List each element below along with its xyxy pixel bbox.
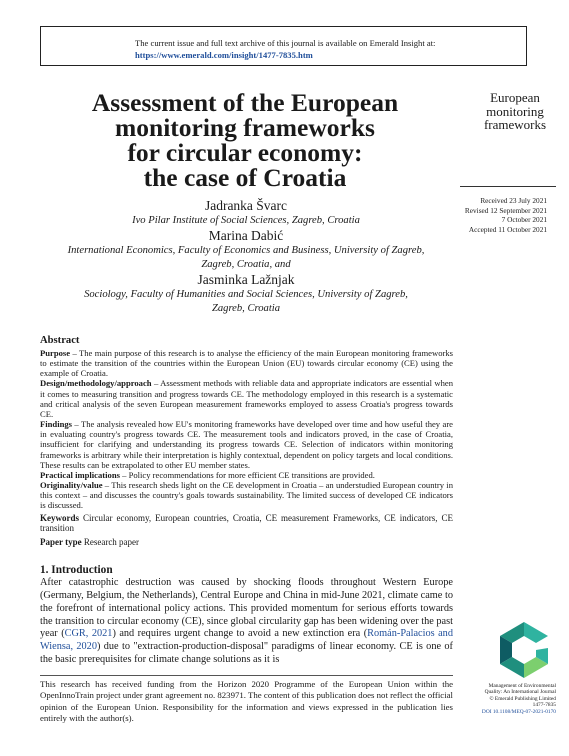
abstract-findings [40, 419, 453, 470]
author-block [30, 198, 462, 316]
purpose-text: – The main purpose of this research is to analyse the efficiency of the main European monitoring frameworks to estimate the transition of the countries within the European Union (EU) towards circular economy (CE) using the example of Croatia. [40, 348, 453, 379]
journal-info-line: © Emerald Publishing Limited [489, 695, 556, 702]
abstract-keywords [40, 513, 453, 534]
author-name: Marina Dabić [208, 228, 284, 243]
notice-text: The current issue and full text archive of this journal is available on Emerald Insight at: [135, 38, 436, 48]
title-line: Assessment of the European [91, 88, 399, 117]
author-affiliation: Zagreb, Croatia [211, 303, 281, 314]
intro-text: ) due to "extraction-production-disposal" paradigms of linear economy. CE is one of the basic prerequisites for climate change solutions as it is [40, 641, 453, 666]
date-line: Revised 12 September 2021 [464, 205, 547, 215]
paper-type-label: Paper type [40, 536, 82, 547]
running-head-line: monitoring [486, 103, 544, 119]
intro-paragraph [40, 577, 453, 667]
journal-info-line: Management of Environmental [488, 683, 556, 689]
running-head [470, 91, 560, 132]
purpose-label: Purpose [40, 348, 71, 358]
date-line: Accepted 11 October 2021 [468, 224, 547, 234]
doi-link[interactable]: DOI 10.1108/MEQ-07-2021-0170 [481, 708, 556, 715]
abstract-design [40, 378, 453, 419]
design-label: Design/methodology/approach [40, 378, 152, 389]
practical-text: – Policy recommendations for more efficient CE transitions are provided. [119, 469, 375, 480]
author-affiliation: International Economics, Faculty of Economics and Business, University of Zagreb, [67, 245, 425, 256]
intro-text: After catastrophic destruction was caused by shocking floods throughout Western Europe (Germany, Belgium, the Netherlands), Central Europe and China in mid-June 2021, climate came to the forefront of international policy actions. This provided momentum for serious efforts towards the transition to circular economy (CE), since global circularity gap has been widening over the past year ( [40, 577, 453, 640]
intro-text: ) and requires urgent change to avoid a new extinction era ( [112, 628, 368, 640]
title-line: the case of Croatia [143, 163, 347, 192]
running-head-divider [460, 186, 556, 187]
citation-link[interactable]: Román-Palacios and Wiensa, 2020 [40, 628, 453, 653]
paper-type-text: Research paper [81, 536, 140, 547]
journal-url-link[interactable]: https://www.emerald.com/insight/1477-7835.htm [135, 50, 313, 60]
author-affiliation: Ivo Pilar Institute of Social Sciences, Zagreb, Croatia [132, 215, 360, 226]
abstract-section [40, 334, 453, 547]
running-head-line: frameworks [483, 117, 547, 132]
paper-title [40, 90, 450, 190]
title-line: for circular economy: [127, 138, 363, 167]
emerald-logo-icon [496, 620, 552, 680]
submission-dates [465, 196, 547, 234]
section-heading: 1. Introduction [40, 564, 113, 576]
running-head-line: European [490, 90, 540, 105]
findings-label: Findings [40, 419, 73, 430]
author-name: Jadranka Švarc [204, 198, 288, 213]
journal-info [466, 683, 556, 715]
design-text: – Assessment methods with reliable data and appropriate indicators are essential when it comes to measuring transition and progress towards CE. The methodology employed in this research is a systematic and critical analysis of the seven European measurement frameworks employed to assess Croatia's progress towards CE. [40, 378, 453, 419]
originality-label: Originality/value [40, 480, 103, 491]
practical-label: Practical implications [40, 469, 120, 480]
journal-info-line: 1477-7835 [532, 702, 556, 709]
keywords-text: Circular economy, European countries, Croatia, CE measurement Frameworks, CE indicators, CE transition [40, 512, 453, 533]
abstract-heading: Abstract [40, 335, 80, 346]
funding-footnote: This research has received funding from the Horizon 2020 Programme of the European Union within the OpenInnoTrain project under grant agreement no. 823971. The content of this publication does not reflect the official opinion of the European Union. Responsibility for the information and views expressed in the publication lies entirely with the author(s). [40, 679, 453, 723]
author-name: Jasminka Lažnjak [197, 272, 295, 287]
originality-text: – This research sheds light on the CE development in Croatia – an understudied European country in this context – and discusses the country's goals towards sustainability. The limited success of developed CE indicators is discussed. [40, 480, 453, 511]
date-line: 7 October 2021 [501, 215, 547, 224]
keywords-label: Keywords [40, 512, 79, 523]
journal-notice-box [40, 26, 527, 66]
abstract-practical [40, 470, 453, 480]
author-affiliation: Sociology, Faculty of Humanities and Social Sciences, University of Zagreb, [84, 289, 408, 300]
title-line: monitoring frameworks [115, 113, 375, 142]
abstract-originality [40, 480, 453, 510]
abstract-paper-type [40, 537, 453, 547]
journal-info-line: Quality: An International Journal [484, 689, 556, 696]
footnote-divider [40, 675, 453, 676]
citation-link[interactable]: CGR, 2021 [64, 628, 113, 640]
findings-text: – The analysis revealed how EU's monitoring frameworks have developed over time and how useful they are in evaluating country's progress towards CE. The measurement tools and indicators proved, in the case of Croatia, insufficient for clarifying and understanding its progress towards CE. Selection of indicators within monitoring frameworks is arbitrary while their interpretation is highly contextual, dependent on policy targets and local conditions. These results can be extrapolated to other EU member states. [40, 419, 453, 470]
author-affiliation: Zagreb, Croatia, and [201, 259, 291, 270]
date-line: Received 23 July 2021 [480, 196, 547, 205]
abstract-purpose [40, 348, 453, 378]
